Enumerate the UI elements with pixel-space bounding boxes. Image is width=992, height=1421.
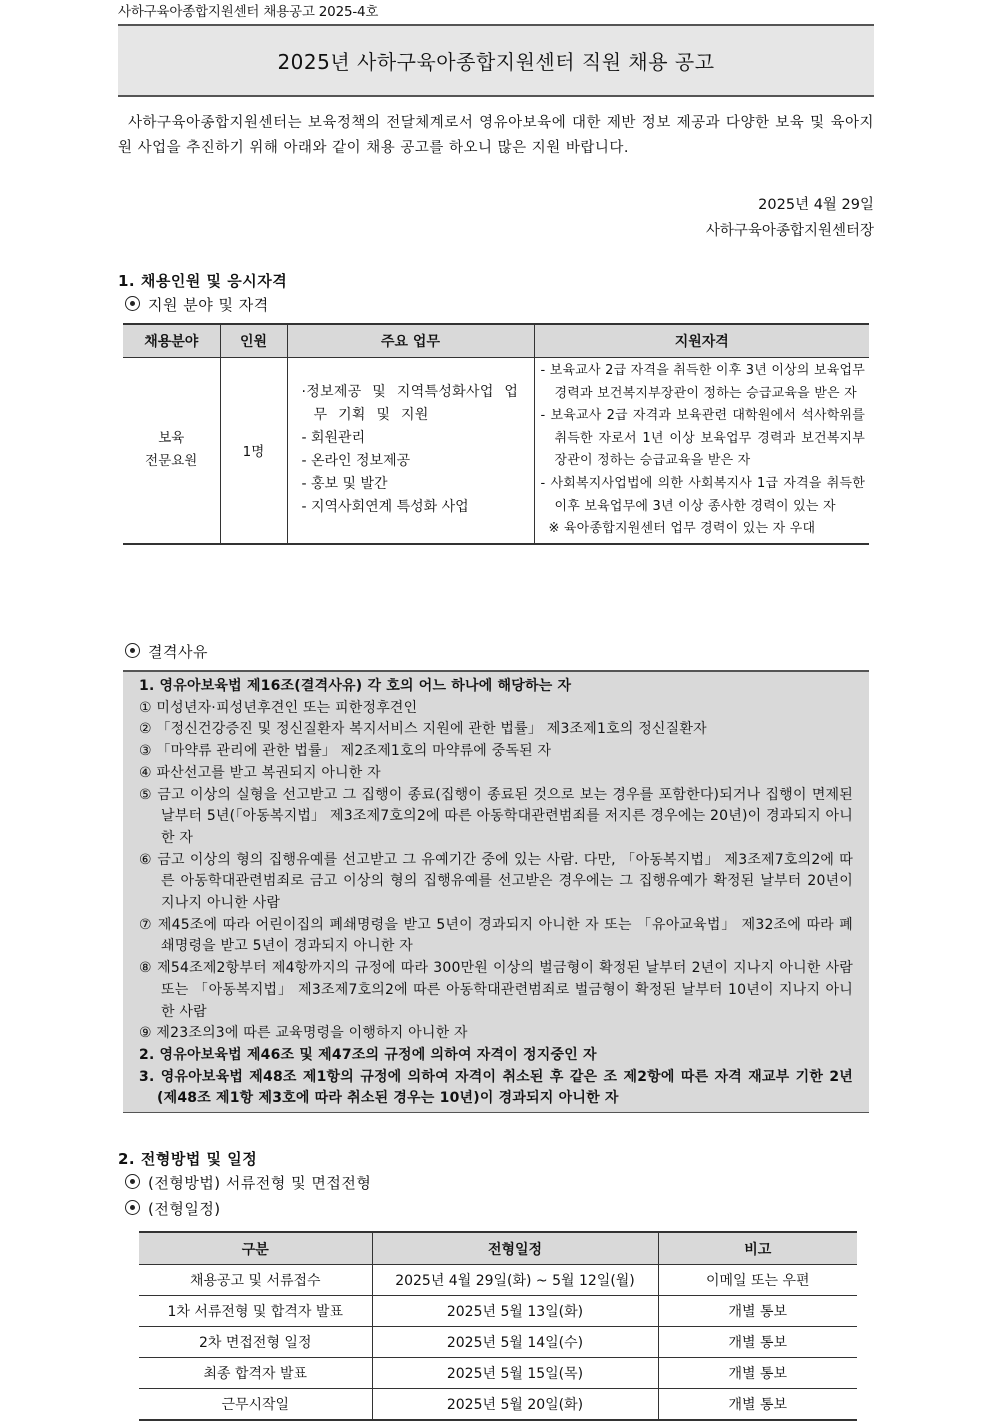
organization-head: 사하구육아종합지원센터장 [705,223,874,239]
schedule-table [139,1231,857,1421]
table-cell: 2025년 4월 29일(화) ~ 5월 12일(월) [372,1265,658,1296]
disq-item: ① 미성년자·피성년후견인 또는 피한정후견인 [139,699,418,716]
table-cell: 1차 서류전형 및 합격자 발표 [139,1296,372,1327]
table-header-row [123,324,869,358]
duty-item: ·정보제공 및 지역특성화사업 업무 기획 및 지원 [301,384,519,424]
disq-heading: 3. 영유아보육법 제48조 제1항의 규정에 의하여 자격이 취소된 후 같은 조 제2항에 따른 자격 재교부 기한 2년(제48조 제1항 제3호에 따라 취소된 경우는 10년)이 경과되지 아니한 자 [139,1068,853,1107]
disq-item: ⑨ 제23조의3에 따른 교육명령을 이행하지 아니한 자 [139,1025,468,1042]
disq-item: ⑤ 금고 이상의 실형을 선고받고 그 집행이 종료(집행이 종료된 것으로 보는 경우를 포함한다)되거나 집행이 면제된 날부터 5년(「아동복지법」 제3조제7호의2에 따른 아동학대관련범죄를 저지른 경우에는 20년)이 경과되지 아니한 자 [139,786,853,846]
sub-title-field-label: 지원 분야 및 자격 [148,296,269,314]
table-cell: 개별 통보 [658,1327,857,1358]
field-cell [123,358,220,544]
disq-item: ③ 「마약류 관리에 관한 법률」 제2조제1호의 마약류에 중독된 자 [139,743,552,760]
count-cell: 1명 [220,358,287,544]
disq-heading: 2. 영유아보육법 제46조 및 제47조의 규정에 의하여 자격이 정지중인 자 [139,1046,597,1063]
table-row [139,1358,857,1389]
disqualification-box [123,670,869,1113]
table-row [139,1265,857,1296]
header-cell: 채용분야 [123,324,220,358]
duties-cell [287,358,534,544]
qualification-item: - 보육교사 2급 자격을 취득한 이후 3년 이상의 보육업무 경력과 보건복지부장관이 정하는 승급교육을 받은 자 [540,363,865,401]
qualification-item: - 보육교사 2급 자격과 보육관련 대학원에서 석사학위를 취득한 자로서 1년 이상 보육업무 경력과 보건복지부장관이 정하는 승급교육을 받은 자 [540,408,865,469]
qualification-table [123,323,869,545]
table-row [139,1389,857,1421]
duty-item: - 온라인 정보제공 [301,453,411,470]
qualifications-cell [534,358,869,544]
preference-note: ※ 육아종합지원센터 업무 경력이 있는 자 우대 [548,521,816,537]
notice-date: 2025년 4월 29일 [758,197,874,213]
table-row [123,358,869,544]
sub-title-schedule [125,1198,221,1219]
sub-title-field [125,294,269,315]
table-cell: 2025년 5월 15일(목) [372,1358,658,1389]
header-cell: 구분 [139,1232,372,1265]
table-row [139,1327,857,1358]
bullet-circle-icon [125,1200,140,1215]
bullet-circle-icon [125,1174,140,1189]
table-cell: 채용공고 및 서류접수 [139,1265,372,1296]
title-box [118,24,874,97]
bullet-circle-icon [125,643,140,658]
table-cell: 개별 통보 [658,1389,857,1421]
bullet-circle-icon [125,296,140,311]
field-line: 보육 [158,430,185,447]
disq-heading: 1. 영유아보육법 제16조(결격사유) 각 호의 어느 하나에 해당하는 자 [139,678,572,694]
table-cell: 이메일 또는 우편 [658,1265,857,1296]
sub-title-method [125,1172,371,1193]
disq-item: ④ 파산선고를 받고 복권되지 아니한 자 [139,764,381,781]
header-cell: 비고 [658,1232,857,1265]
disq-item: ② 「정신건강증진 및 정신질환자 복지서비스 지원에 관한 법률」 제3조제1호의 정신질환자 [139,721,707,738]
table-cell: 최종 합격자 발표 [139,1358,372,1389]
table-cell: 2025년 5월 13일(화) [372,1296,658,1327]
header-cell: 지원자격 [534,324,869,358]
method-label: (전형방법) 서류전형 및 면접전형 [148,1174,372,1192]
field-line: 전문요원 [145,453,198,470]
duty-item: - 회원관리 [301,430,366,447]
duty-item: - 홍보 및 발간 [301,476,388,493]
intro-paragraph: 사하구육아종합지원센터는 보육정책의 전달체계로서 영유아보육에 대한 제반 정보 제공과 다양한 보육 및 육아지원 사업을 추진하기 위해 아래와 같이 채용 공고를 하오니 많은 지원 바랍니다. [118,115,874,156]
page-title: 2025년 사하구육아종합지원센터 직원 채용 공고 [277,50,715,74]
header-cell: 주요 업무 [287,324,534,358]
table-cell: 2차 면접전형 일정 [139,1327,372,1358]
table-row [139,1296,857,1327]
header-cell: 인원 [220,324,287,358]
table-header-row [139,1232,857,1265]
header-cell: 전형일정 [372,1232,658,1265]
sub-title-disq [125,641,208,662]
table-cell: 개별 통보 [658,1358,857,1389]
table-cell: 근무시작일 [139,1389,372,1421]
table-cell: 2025년 5월 20일(화) [372,1389,658,1421]
table-cell: 2025년 5월 14일(수) [372,1327,658,1358]
sub-title-disq-label: 결격사유 [148,643,208,661]
disq-item: ⑦ 제45조에 따라 어린이집의 폐쇄명령을 받고 5년이 경과되지 아니한 자 또는 「유아교육법」 제32조에 따라 폐쇄명령을 받고 5년이 경과되지 아니한 자 [139,916,853,955]
notice-id: 사하구육아종합지원센터 채용공고 2025-4호 [118,4,379,20]
qualification-item: - 사회복지사업법에 의한 사회복지사 1급 자격을 취득한 이후 보육업무에 3년 이상 종사한 경력이 있는 자 [540,475,865,514]
section2-title: 2. 전형방법 및 일정 [118,1150,258,1168]
table-cell: 개별 통보 [658,1296,857,1327]
section1-title: 1. 채용인원 및 응시자격 [118,272,288,290]
disq-item: ⑧ 제54조제2항부터 제4항까지의 규정에 따라 300만원 이상의 벌금형이 확정된 날부터 2년이 지나지 아니한 사람 또는 「아동복지법」 제3조제7호의2에 따른 아동학대관련범죄로 벌금형이 확정된 날부터 10년이 지나지 아니한 사람 [139,960,853,1020]
duty-item: - 지역사회연계 특성화 사업 [301,499,469,516]
disq-item: ⑥ 금고 이상의 형의 집행유예를 선고받고 그 유예기간 중에 있는 사람. 다만, 「아동복지법」 제3조제7호의2에 따른 아동학대관련범죄로 금고 이상의 형의 집행유예를 선고받은 경우에는 그 집행유예가 확정된 날부터 20년이 지나지 아니한 사람 [139,851,853,912]
schedule-label: (전형일정) [148,1200,221,1218]
